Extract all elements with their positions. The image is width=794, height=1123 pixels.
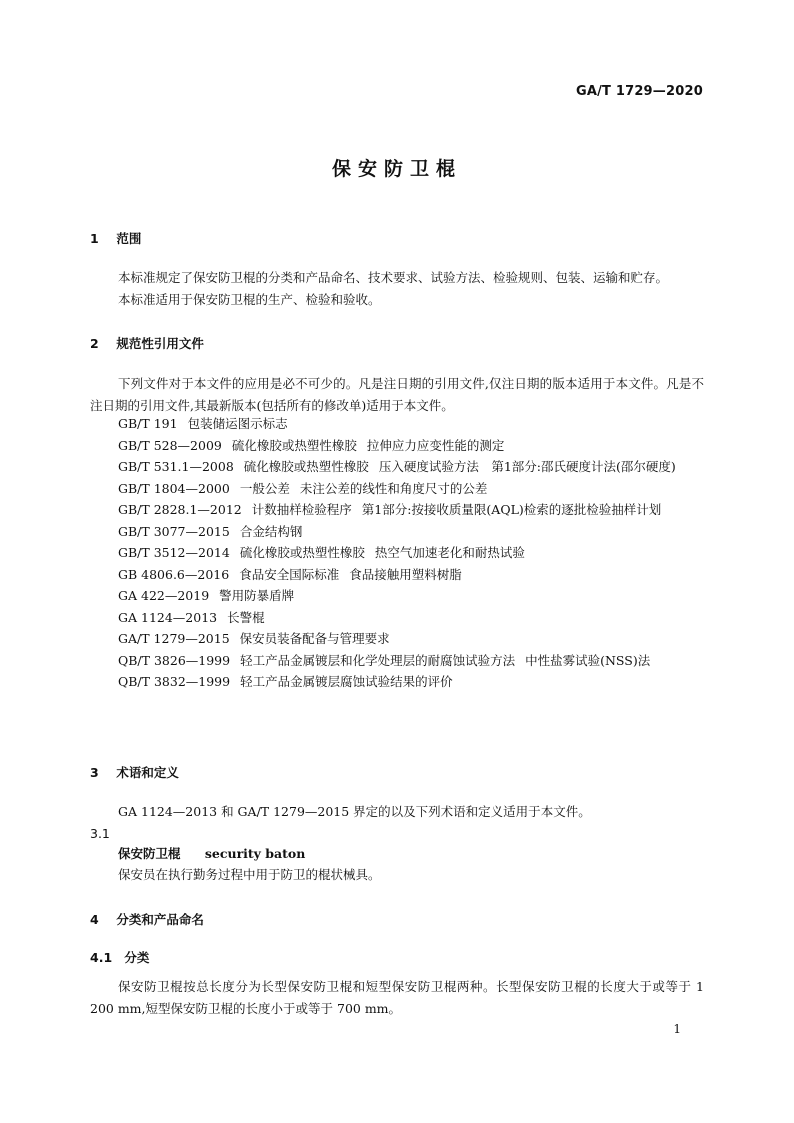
paragraph: GA 1124—2013 和 GA/T 1279—2015 界定的以及下列术语和定义适用于本文件。	[118, 804, 591, 819]
section-title: 规范性引用文件	[116, 336, 204, 351]
reference-subtitle: 压入硬度试验方法 第1部分:邵氏硬度计法(邵尔硬度)	[378, 459, 676, 474]
reference-code: GA 1124—2013	[118, 609, 218, 625]
reference-title: 轻工产品金属镀层腐蚀试验结果的评价	[240, 674, 453, 689]
reference-title: 包装储运图示标志	[187, 416, 288, 431]
reference-title: 硫化橡胶或热塑性橡胶	[243, 459, 369, 474]
subsection-number: 4.1	[90, 950, 113, 965]
reference-title: 轻工产品金属镀层和化学处理层的耐腐蚀试验方法	[240, 652, 516, 668]
reference-subtitle: 食品接触用塑料树脂	[349, 566, 462, 582]
section-title: 范围	[116, 231, 142, 246]
reference-subtitle: 拉伸应力应变性能的测定	[366, 437, 505, 453]
reference-item	[90, 671, 704, 693]
reference-item	[90, 478, 704, 500]
term-zh: 保安防卫棍	[118, 846, 181, 861]
standard-code: GA/T 1729—2020	[575, 84, 703, 99]
reference-title: 长警棍	[227, 609, 265, 625]
reference-code: GB/T 528—2009	[118, 437, 222, 453]
section-number: 4	[90, 912, 99, 927]
subsection-title: 分类	[124, 950, 150, 965]
reference-code: GA/T 1279—2015	[118, 631, 230, 646]
reference-title: 计数抽样检验程序	[251, 502, 352, 517]
reference-title: 食品安全国际标准	[239, 566, 340, 582]
paragraph: 本标准规定了保安防卫棍的分类和产品命名、技术要求、试验方法、检验规则、包装、运输和贮存。	[118, 270, 669, 285]
reference-title: 硫化橡胶或热塑性橡胶	[231, 437, 357, 453]
section-2-heading	[90, 334, 204, 352]
reference-code: QB/T 3826—1999	[118, 652, 231, 668]
reference-subtitle: 第1部分:按接收质量限(AQL)检索的逐批检验抽样计划	[361, 502, 662, 517]
reference-item	[90, 521, 704, 543]
section-3-heading	[90, 763, 179, 781]
reference-list	[90, 413, 704, 693]
reference-code: GB/T 3077—2015	[118, 523, 230, 539]
section-number: 3	[90, 765, 99, 780]
reference-item	[90, 499, 704, 521]
reference-code: GB/T 2828.1—2012	[118, 502, 242, 517]
reference-item	[90, 650, 704, 672]
reference-item	[90, 435, 704, 457]
reference-code: GB 4806.6—2016	[118, 566, 230, 582]
section-title: 分类和产品命名	[116, 912, 204, 927]
section-number: 1	[90, 231, 99, 246]
reference-code: GB/T 3512—2014	[118, 545, 230, 560]
reference-code: GB/T 191	[118, 416, 178, 431]
reference-item	[90, 628, 704, 650]
section-4-heading	[90, 910, 204, 928]
reference-subtitle: 中性盐雾试验(NSS)法	[525, 652, 651, 668]
paragraph: 保安防卫棍按总长度分为长型保安防卫棍和短型保安防卫棍两种。长型保安防卫棍的长度大于或等于 1 200 mm,短型保安防卫棍的长度小于或等于 700 mm。	[90, 979, 704, 1016]
reference-code: QB/T 3832—1999	[118, 674, 231, 689]
reference-code: GA 422—2019	[118, 588, 210, 603]
reference-item	[90, 564, 704, 586]
term-en: security baton	[204, 846, 306, 861]
document-title: 保安防卫棍	[331, 158, 462, 180]
reference-code: GB/T 531.1—2008	[118, 459, 234, 474]
term-number: 3.1	[90, 826, 110, 841]
reference-item	[90, 607, 704, 629]
section-number: 2	[90, 336, 99, 351]
reference-title: 保安员装备配备与管理要求	[239, 631, 390, 646]
reference-title: 硫化橡胶或热塑性橡胶	[239, 545, 365, 560]
term-definition: 保安员在执行勤务过程中用于防卫的棍状械具。	[118, 867, 381, 882]
page-number: 1	[673, 1022, 681, 1036]
reference-title: 警用防暴盾牌	[219, 588, 295, 603]
reference-item	[90, 413, 704, 435]
reference-title: 合金结构钢	[239, 523, 303, 539]
paragraph: 本标准适用于保安防卫棍的生产、检验和验收。	[118, 292, 381, 307]
paragraph: 下列文件对于本文件的应用是必不可少的。凡是注日期的引用文件,仅注日期的版本适用于本文件。凡是不注日期的引用文件,其最新版本(包括所有的修改单)适用于本文件。	[90, 376, 704, 413]
reference-subtitle: 未注公差的线性和角度尺寸的公差	[299, 480, 488, 496]
reference-item	[90, 585, 704, 607]
reference-item	[90, 542, 704, 564]
section-1-heading	[90, 229, 141, 247]
reference-title: 一般公差	[239, 480, 290, 496]
reference-subtitle: 热空气加速老化和耐热试验	[374, 545, 525, 560]
reference-item	[90, 456, 704, 478]
term-entry	[118, 844, 305, 862]
subsection-4-1-heading	[90, 948, 149, 966]
reference-code: GB/T 1804—2000	[118, 480, 230, 496]
section-title: 术语和定义	[116, 765, 179, 780]
